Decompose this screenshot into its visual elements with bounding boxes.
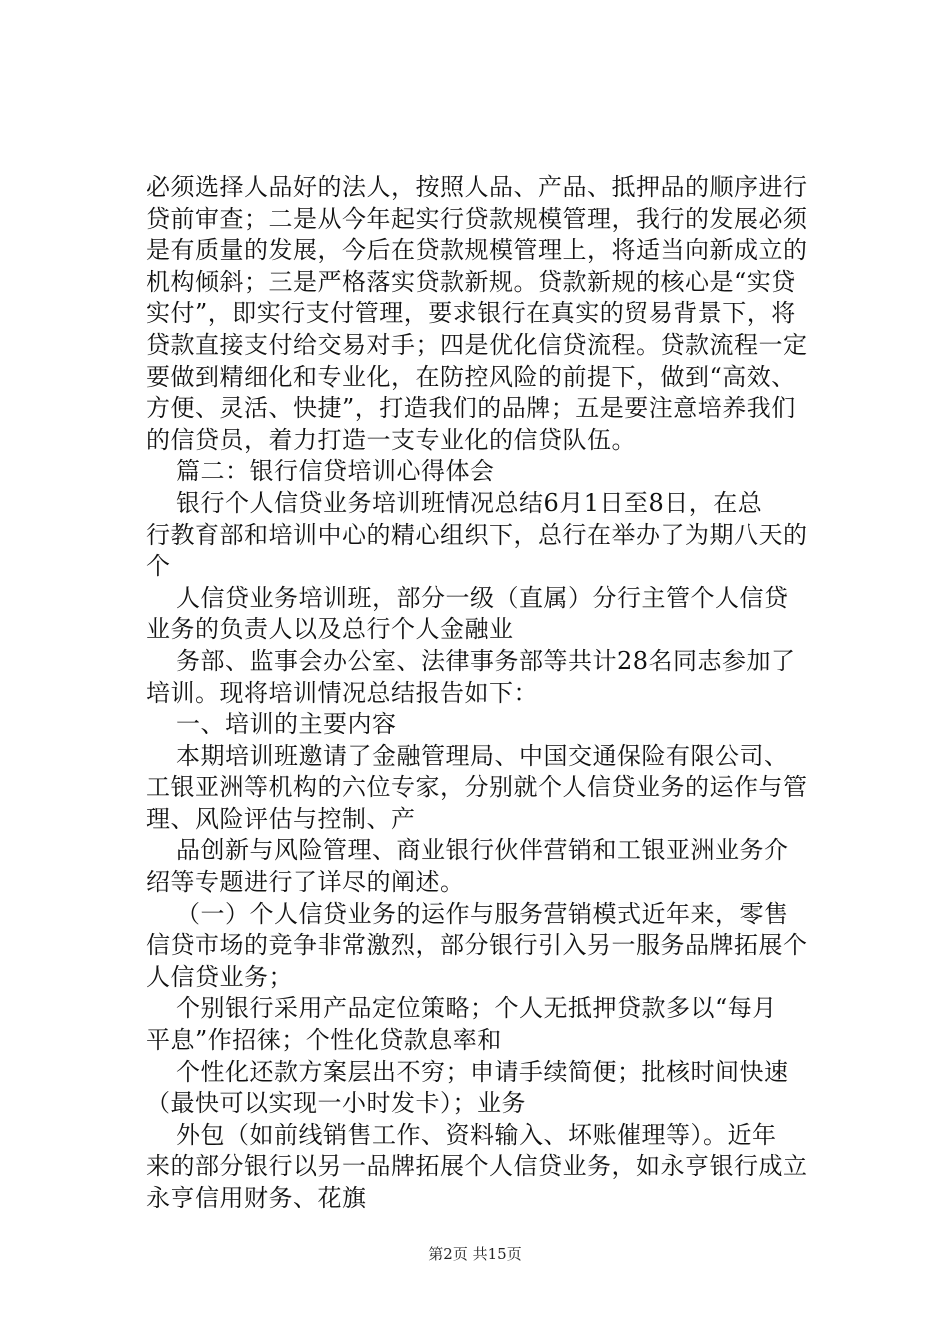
text-line: 个性化还款方案层出不穷；申请手续简便；批核时间快速 bbox=[176, 1057, 789, 1086]
text-line: 人信贷业务培训班，部分一级（直属）分行主管个人信贷 bbox=[176, 583, 789, 612]
text-line: 信贷市场的竞争非常激烈，部分银行引入另一服务品牌拓展个 bbox=[146, 931, 808, 960]
text-line: 个别银行采用产品定位策略；个人无抵押贷款多以“每月 bbox=[176, 994, 777, 1023]
text-line: 机构倾斜；三是严格落实贷款新规。贷款新规的核心是“实贷 bbox=[146, 267, 796, 296]
text-line: 是有质量的发展，今后在贷款规模管理上，将适当向新成立的 bbox=[146, 236, 808, 265]
text-line: 实付”，即实行支付管理，要求银行在真实的贸易背景下，将 bbox=[146, 299, 796, 328]
text-line: 平息”作招徕；个性化贷款息率和 bbox=[146, 1026, 502, 1055]
text-line: 理、风险评估与控制、产 bbox=[146, 804, 416, 833]
text-line: 的信贷员，着力打造一支专业化的信贷队伍。 bbox=[146, 425, 636, 454]
text-line: 贷前审查；二是从今年起实行贷款规模管理，我行的发展必须 bbox=[146, 204, 808, 233]
text-line: 永亨信用财务、花旗 bbox=[146, 1184, 367, 1212]
text-line: 业务的负责人以及总行个人金融业 bbox=[146, 615, 514, 644]
text-line: 方便、灵活、快捷”，打造我们的品牌；五是要注意培养我们 bbox=[146, 394, 796, 423]
text-line: 要做到精细化和专业化，在防控风险的前提下，做到“高效、 bbox=[146, 362, 796, 391]
text-line: 品创新与风险管理、商业银行伙伴营销和工银亚洲业务介 bbox=[176, 836, 789, 865]
text-line: （最快可以实现一小时发卡）；业务 bbox=[146, 1089, 526, 1118]
text-line: 一、培训的主要内容 bbox=[176, 710, 397, 739]
text-line: 贷款直接支付给交易对手；四是优化信贷流程。贷款流程一定 bbox=[146, 330, 808, 359]
text-line: 篇二：银行信贷培训心得体会 bbox=[176, 457, 495, 486]
text-line: 外包（如前线销售工作、资料输入、坏账催理等）。近年 bbox=[176, 1120, 777, 1149]
text-line: 银行个人信贷业务培训班情况总结6月1日至8日，在总 bbox=[176, 488, 763, 517]
text-line: 来的部分银行以另一品牌拓展个人信贷业务，如永亨银行成立 bbox=[146, 1152, 808, 1181]
text-line: 个 bbox=[146, 552, 171, 581]
text-line: 工银亚洲等机构的六位专家，分别就个人信贷业务的运作与管 bbox=[146, 773, 808, 802]
text-line: 务部、监事会办公室、法律事务部等共计28名同志参加了 bbox=[176, 646, 796, 675]
text-line: 行教育部和培训中心的精心组织下，总行在举办了为期八天的 bbox=[146, 520, 808, 549]
text-line: 必须选择人品好的法人，按照人品、产品、抵押品的顺序进行 bbox=[146, 173, 808, 201]
document-body bbox=[146, 172, 841, 1215]
text-line: （一）个人信贷业务的运作与服务营销模式近年来，零售 bbox=[176, 899, 789, 928]
text-line: 本期培训班邀请了金融管理局、中国交通保险有限公司、 bbox=[176, 741, 789, 770]
text-line: 绍等专题进行了详尽的阐述。 bbox=[146, 868, 465, 897]
text-line: 人信贷业务； bbox=[146, 962, 293, 991]
text-line: 培训。现将培训情况总结报告如下： bbox=[146, 678, 538, 707]
page-footer: 第2页 共15页 bbox=[428, 1245, 522, 1263]
